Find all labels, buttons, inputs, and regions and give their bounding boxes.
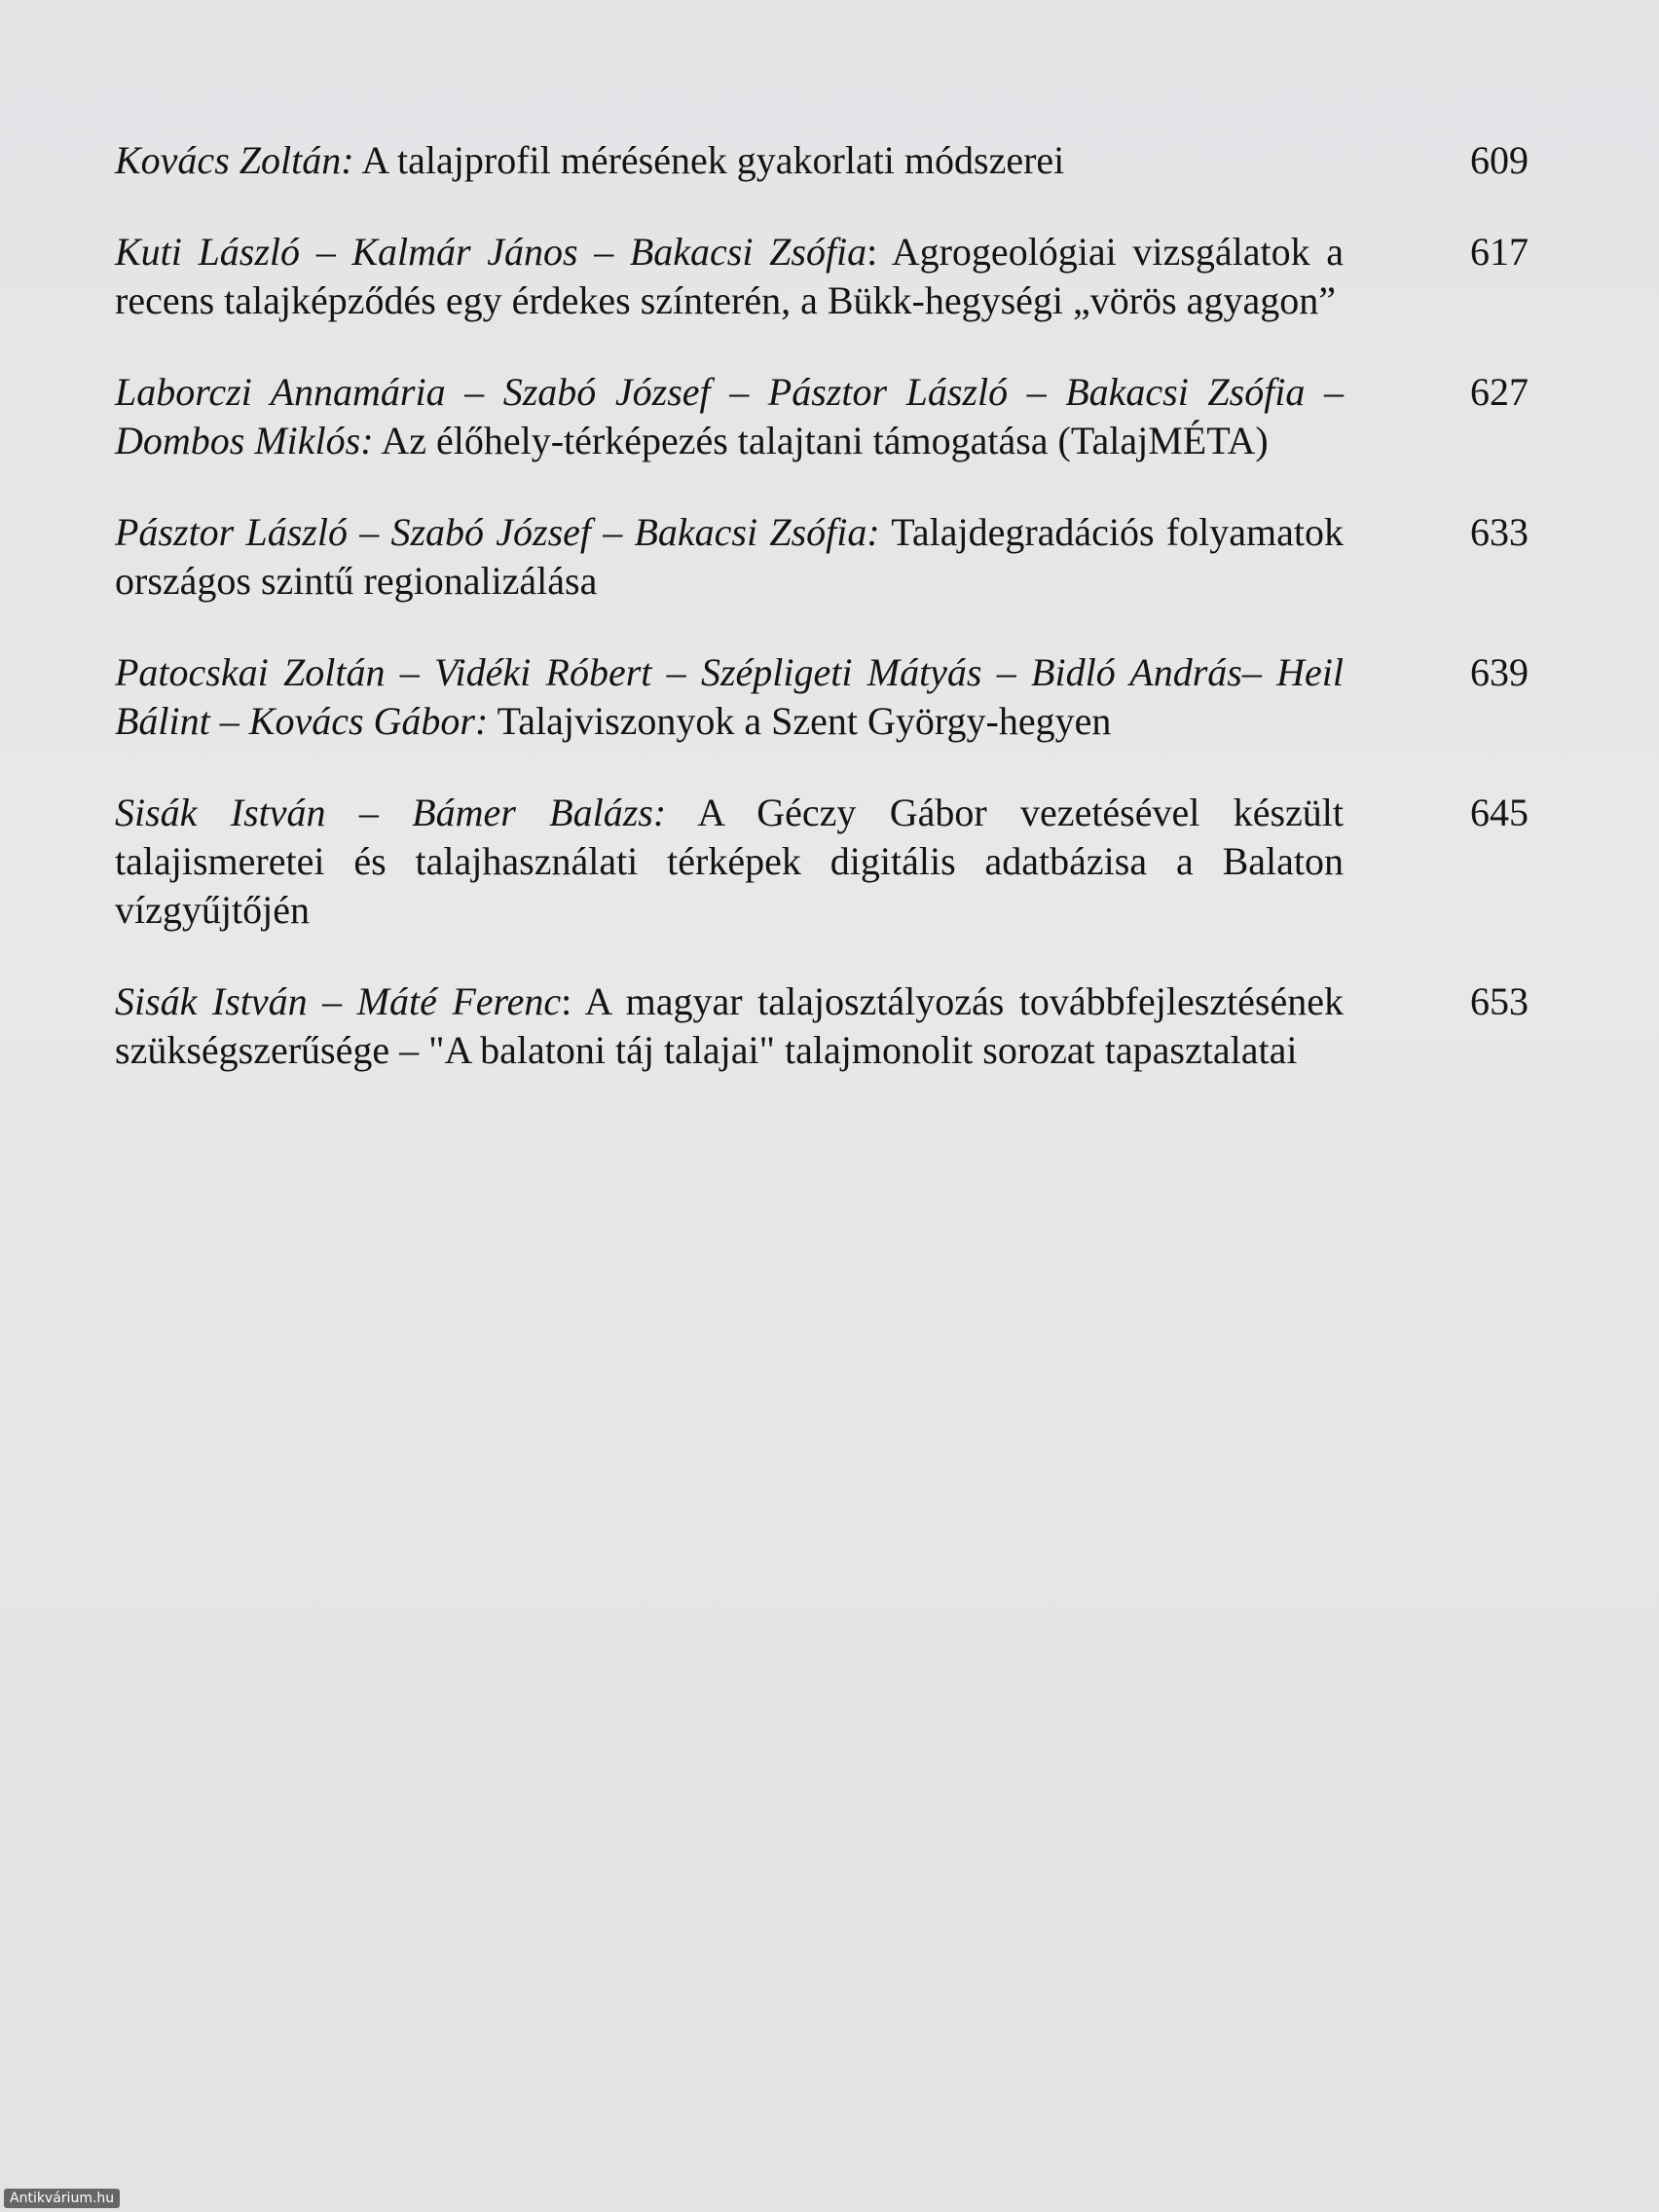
toc-page-number: 627 bbox=[1470, 370, 1529, 414]
toc-title: Talajviszonyok a Szent György-hegyen bbox=[488, 699, 1112, 743]
toc-page-number: 645 bbox=[1470, 791, 1529, 834]
toc-title: Talajdegradációs folyamatok országos szintű regionalizálása bbox=[115, 510, 1344, 603]
toc-entry-text bbox=[115, 789, 1344, 935]
toc-title: : Agrogeológiai vizsgálatok a recens talajképződés egy érdekes színterén, a Bükk-hegységi „vörös agyagon” bbox=[115, 230, 1344, 322]
toc-page-number: 617 bbox=[1470, 230, 1529, 274]
toc-page-number: 639 bbox=[1470, 650, 1529, 694]
toc-entry bbox=[115, 789, 1529, 935]
toc-authors: Pásztor László – Szabó József – Bakacsi Zsófia: bbox=[115, 510, 880, 554]
toc-entry bbox=[115, 977, 1529, 1075]
toc-entry-text bbox=[115, 508, 1344, 606]
toc-page-number: 633 bbox=[1470, 510, 1529, 554]
toc-authors: Kuti László – Kalmár János – Bakacsi Zsófia bbox=[115, 230, 867, 274]
toc-entry-text bbox=[115, 368, 1344, 465]
toc-entry bbox=[115, 648, 1529, 746]
toc-title: A talajprofil mérésének gyakorlati módszerei bbox=[353, 138, 1065, 182]
toc-title: Az élőhely-térképezés talajtani támogatása (TalajMÉTA) bbox=[373, 419, 1269, 462]
toc-entry-text bbox=[115, 136, 1344, 185]
toc-authors: Kovács Zoltán: bbox=[115, 138, 354, 182]
toc-authors: Sisák István – Máté Ferenc bbox=[115, 979, 562, 1023]
toc-page-number: 609 bbox=[1470, 138, 1529, 182]
toc-entry bbox=[115, 136, 1529, 185]
toc-entry-text bbox=[115, 977, 1344, 1075]
toc-title: A Géczy Gábor vezetésével készült talajismeretei és talajhasználati térképek digitális adatbázisa a Balaton vízgyűjtőjén bbox=[115, 791, 1345, 932]
watermark-logo: Antikvárium.hu bbox=[4, 2189, 120, 2208]
toc-entry-text bbox=[115, 648, 1344, 746]
toc-title: : A magyar talajosztályozás továbbfejlesztésének szükségszerűsége – "A balatoni táj talajai" talajmonolit sorozat tapasztalatai bbox=[115, 979, 1344, 1072]
toc-entry bbox=[115, 368, 1529, 465]
toc-authors: Patocskai Zoltán – Vidéki Róbert – Szépligeti Mátyás – Bidló András– Heil Bálint – Kovács Gábor: bbox=[115, 650, 1344, 743]
toc-authors: Sisák István – Bámer Balázs: bbox=[115, 791, 667, 834]
toc-entry-text bbox=[115, 228, 1344, 325]
toc-authors: Laborczi Annamária – Szabó József – Pásztor László – Bakacsi Zsófia – Dombos Miklós: bbox=[115, 370, 1344, 462]
toc-entry bbox=[115, 228, 1529, 325]
toc-page-number: 653 bbox=[1470, 979, 1529, 1023]
table-of-contents bbox=[115, 136, 1529, 1118]
toc-entry bbox=[115, 508, 1529, 606]
